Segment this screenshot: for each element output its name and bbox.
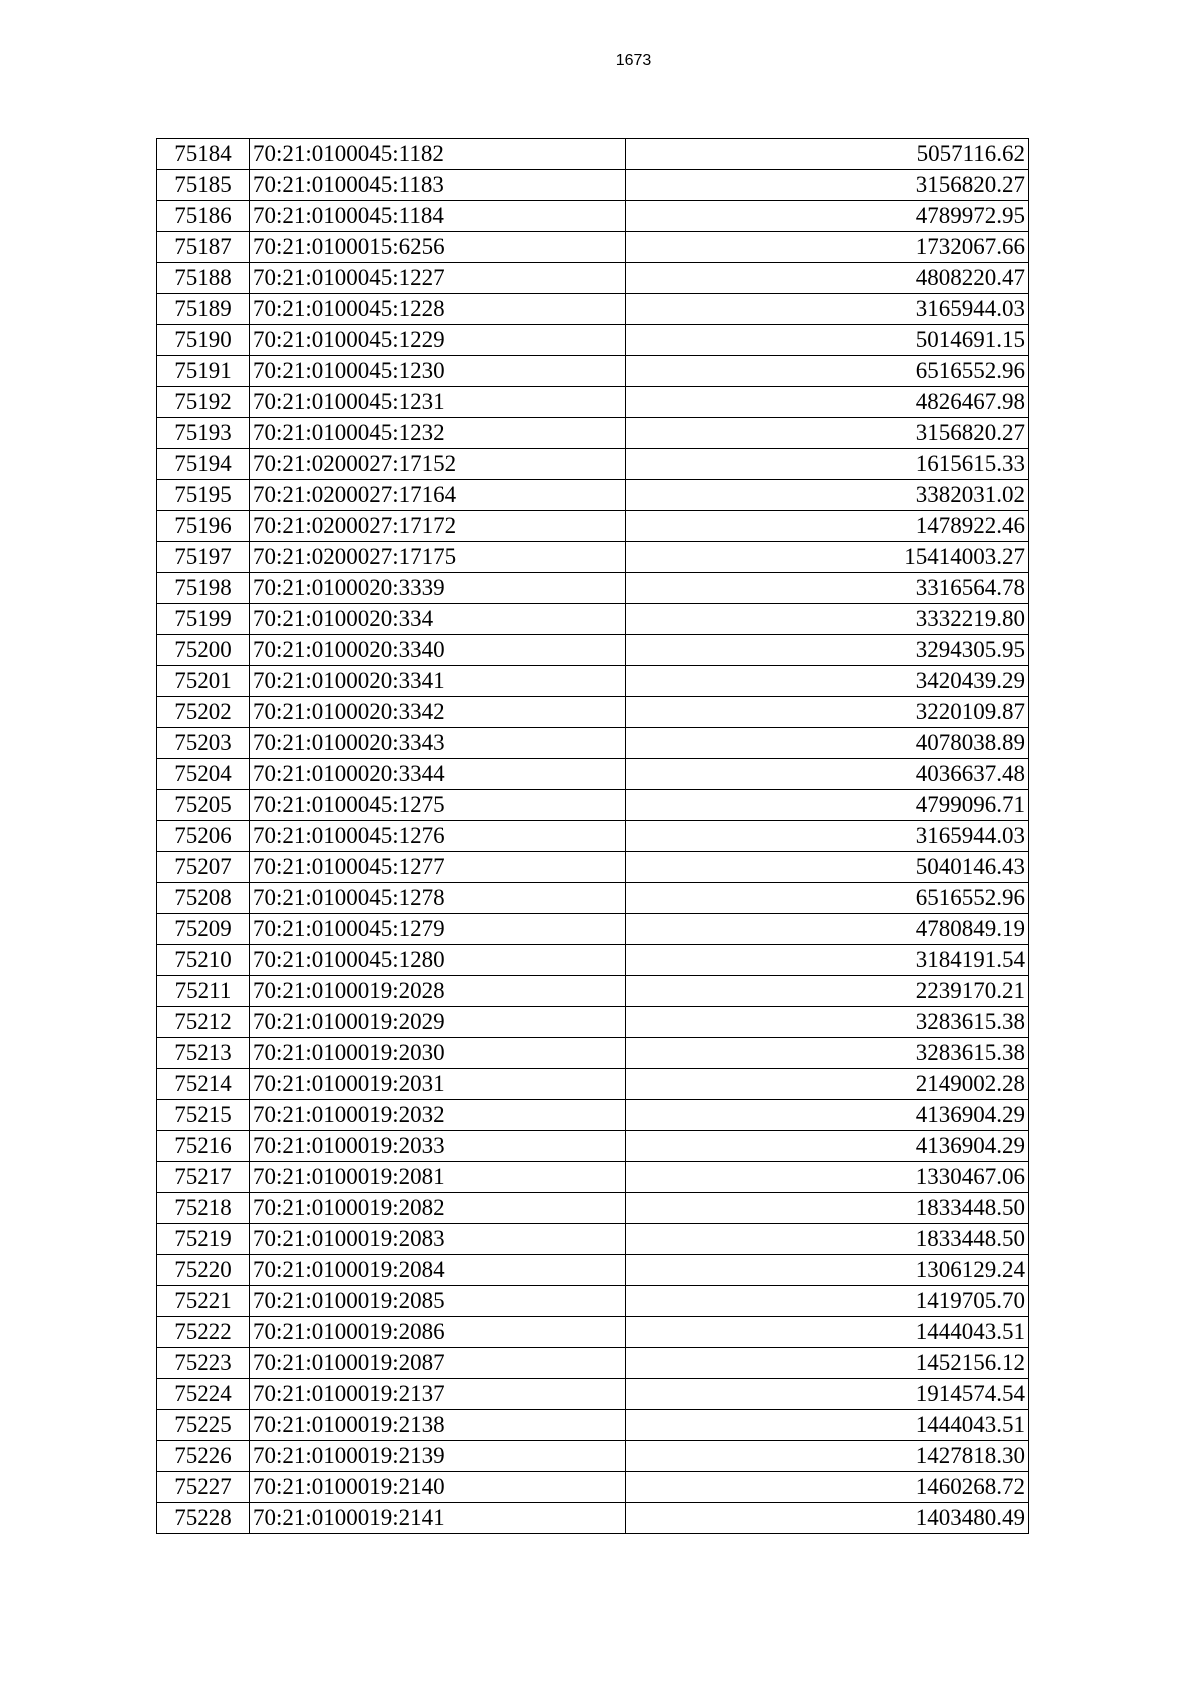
table-row [157,294,1029,325]
cadastral-value-cell: 3220109.87 [626,697,1029,728]
cadastral-value-cell: 3156820.27 [626,170,1029,201]
table-row [157,976,1029,1007]
row-number-cell: 75197 [157,542,250,573]
table-row [157,542,1029,573]
cadastral-number-cell: 70:21:0200027:17152 [250,449,626,480]
table-row [157,1286,1029,1317]
table-row [157,759,1029,790]
row-number-cell: 75224 [157,1379,250,1410]
table-row [157,666,1029,697]
cadastral-number-cell: 70:21:0100020:3340 [250,635,626,666]
cadastral-value-cell: 4808220.47 [626,263,1029,294]
table-row [157,1069,1029,1100]
cadastral-number-cell: 70:21:0100019:2031 [250,1069,626,1100]
table-row [157,1007,1029,1038]
cadastral-number-cell: 70:21:0100019:2083 [250,1224,626,1255]
cadastral-value-cell: 4799096.71 [626,790,1029,821]
row-number-cell: 75195 [157,480,250,511]
table-row [157,1038,1029,1069]
cadastral-number-cell: 70:21:0100019:2033 [250,1131,626,1162]
cadastral-number-cell: 70:21:0100045:1229 [250,325,626,356]
row-number-cell: 75212 [157,1007,250,1038]
cadastral-number-cell: 70:21:0100019:2084 [250,1255,626,1286]
cadastral-value-cell: 4136904.29 [626,1131,1029,1162]
cadastral-number-cell: 70:21:0100019:2081 [250,1162,626,1193]
cadastral-value-cell: 1833448.50 [626,1224,1029,1255]
row-number-cell: 75216 [157,1131,250,1162]
cadastral-value-cell: 3156820.27 [626,418,1029,449]
cadastral-number-cell: 70:21:0100020:3341 [250,666,626,697]
table-row [157,604,1029,635]
cadastral-number-cell: 70:21:0100020:3344 [250,759,626,790]
cadastral-value-cell: 3316564.78 [626,573,1029,604]
cadastral-value-cell: 15414003.27 [626,542,1029,573]
row-number-cell: 75214 [157,1069,250,1100]
row-number-cell: 75223 [157,1348,250,1379]
row-number-cell: 75196 [157,511,250,542]
table-row [157,1379,1029,1410]
table-row [157,1255,1029,1286]
cadastral-value-cell: 3165944.03 [626,821,1029,852]
cadastral-value-cell: 4036637.48 [626,759,1029,790]
cadastral-number-cell: 70:21:0100019:2085 [250,1286,626,1317]
cadastral-number-cell: 70:21:0100045:1184 [250,201,626,232]
row-number-cell: 75225 [157,1410,250,1441]
cadastral-number-cell: 70:21:0100019:2138 [250,1410,626,1441]
cadastral-number-cell: 70:21:0200027:17175 [250,542,626,573]
row-number-cell: 75205 [157,790,250,821]
cadastral-number-cell: 70:21:0100045:1227 [250,263,626,294]
cadastral-number-cell: 70:21:0100019:2137 [250,1379,626,1410]
cadastral-value-cell: 4078038.89 [626,728,1029,759]
cadastral-value-cell: 1427818.30 [626,1441,1029,1472]
table-row [157,1162,1029,1193]
cadastral-number-cell: 70:21:0100019:2140 [250,1472,626,1503]
table-row [157,1193,1029,1224]
cadastral-number-cell: 70:21:0100045:1275 [250,790,626,821]
cadastral-value-cell: 1306129.24 [626,1255,1029,1286]
cadastral-value-cell: 1419705.70 [626,1286,1029,1317]
row-number-cell: 75191 [157,356,250,387]
table-row [157,263,1029,294]
table-row [157,170,1029,201]
table-row [157,1348,1029,1379]
cadastral-number-cell: 70:21:0100020:3343 [250,728,626,759]
cadastral-value-cell: 1833448.50 [626,1193,1029,1224]
cadastral-value-table [156,138,1029,1534]
table-row [157,480,1029,511]
cadastral-number-cell: 70:21:0100019:2030 [250,1038,626,1069]
cadastral-number-cell: 70:21:0100020:334 [250,604,626,635]
table-row [157,883,1029,914]
cadastral-value-cell: 3332219.80 [626,604,1029,635]
cadastral-value-cell: 3165944.03 [626,294,1029,325]
cadastral-number-cell: 70:21:0100045:1183 [250,170,626,201]
row-number-cell: 75198 [157,573,250,604]
cadastral-value-cell: 1403480.49 [626,1503,1029,1534]
cadastral-value-cell: 1460268.72 [626,1472,1029,1503]
cadastral-value-cell: 4826467.98 [626,387,1029,418]
cadastral-number-cell: 70:21:0100045:1280 [250,945,626,976]
table-row [157,1317,1029,1348]
cadastral-number-cell: 70:21:0100045:1276 [250,821,626,852]
table-row [157,1100,1029,1131]
row-number-cell: 75217 [157,1162,250,1193]
cadastral-number-cell: 70:21:0100045:1232 [250,418,626,449]
table-row [157,852,1029,883]
row-number-cell: 75188 [157,263,250,294]
cadastral-value-cell: 1732067.66 [626,232,1029,263]
row-number-cell: 75207 [157,852,250,883]
table-row [157,232,1029,263]
row-number-cell: 75193 [157,418,250,449]
cadastral-number-cell: 70:21:0100019:2029 [250,1007,626,1038]
row-number-cell: 75189 [157,294,250,325]
cadastral-value-cell: 6516552.96 [626,356,1029,387]
row-number-cell: 75184 [157,139,250,170]
table-row [157,418,1029,449]
cadastral-number-cell: 70:21:0100019:2028 [250,976,626,1007]
table-row [157,1503,1029,1534]
cadastral-value-cell: 3294305.95 [626,635,1029,666]
row-number-cell: 75228 [157,1503,250,1534]
cadastral-value-cell: 5014691.15 [626,325,1029,356]
row-number-cell: 75219 [157,1224,250,1255]
cadastral-value-cell: 5057116.62 [626,139,1029,170]
cadastral-value-cell: 1478922.46 [626,511,1029,542]
table-row [157,356,1029,387]
row-number-cell: 75200 [157,635,250,666]
row-number-cell: 75203 [157,728,250,759]
cadastral-number-cell: 70:21:0100019:2032 [250,1100,626,1131]
cadastral-number-cell: 70:21:0100020:3339 [250,573,626,604]
table-row [157,635,1029,666]
cadastral-number-cell: 70:21:0100015:6256 [250,232,626,263]
row-number-cell: 75202 [157,697,250,728]
cadastral-value-cell: 4780849.19 [626,914,1029,945]
cadastral-number-cell: 70:21:0200027:17164 [250,480,626,511]
row-number-cell: 75204 [157,759,250,790]
table-row [157,821,1029,852]
row-number-cell: 75227 [157,1472,250,1503]
cadastral-value-cell: 1444043.51 [626,1410,1029,1441]
cadastral-number-cell: 70:21:0200027:17172 [250,511,626,542]
table-row [157,1472,1029,1503]
row-number-cell: 75220 [157,1255,250,1286]
row-number-cell: 75215 [157,1100,250,1131]
row-number-cell: 75211 [157,976,250,1007]
row-number-cell: 75218 [157,1193,250,1224]
row-number-cell: 75187 [157,232,250,263]
cadastral-value-cell: 3420439.29 [626,666,1029,697]
table-row [157,325,1029,356]
row-number-cell: 75208 [157,883,250,914]
table-row [157,511,1029,542]
table-row [157,697,1029,728]
table-body [157,139,1029,1534]
row-number-cell: 75185 [157,170,250,201]
row-number-cell: 75192 [157,387,250,418]
cadastral-value-cell: 1444043.51 [626,1317,1029,1348]
table-row [157,449,1029,480]
cadastral-number-cell: 70:21:0100045:1277 [250,852,626,883]
cadastral-value-cell: 3184191.54 [626,945,1029,976]
row-number-cell: 75199 [157,604,250,635]
row-number-cell: 75221 [157,1286,250,1317]
row-number-cell: 75210 [157,945,250,976]
table-row [157,573,1029,604]
cadastral-number-cell: 70:21:0100019:2087 [250,1348,626,1379]
cadastral-value-cell: 1452156.12 [626,1348,1029,1379]
cadastral-value-cell: 4136904.29 [626,1100,1029,1131]
table-row [157,1441,1029,1472]
cadastral-number-cell: 70:21:0100019:2139 [250,1441,626,1472]
cadastral-value-cell: 2239170.21 [626,976,1029,1007]
row-number-cell: 75206 [157,821,250,852]
table-row [157,139,1029,170]
cadastral-value-cell: 3283615.38 [626,1038,1029,1069]
row-number-cell: 75226 [157,1441,250,1472]
cadastral-number-cell: 70:21:0100019:2141 [250,1503,626,1534]
cadastral-value-cell: 6516552.96 [626,883,1029,914]
table-row [157,914,1029,945]
cadastral-number-cell: 70:21:0100045:1231 [250,387,626,418]
table-row [157,201,1029,232]
row-number-cell: 75213 [157,1038,250,1069]
cadastral-value-cell: 1330467.06 [626,1162,1029,1193]
page-number: 1673 [615,52,652,69]
cadastral-value-cell: 1914574.54 [626,1379,1029,1410]
row-number-cell: 75186 [157,201,250,232]
cadastral-number-cell: 70:21:0100020:3342 [250,697,626,728]
table-row [157,728,1029,759]
row-number-cell: 75222 [157,1317,250,1348]
table-row [157,1224,1029,1255]
cadastral-number-cell: 70:21:0100019:2086 [250,1317,626,1348]
cadastral-value-cell: 3382031.02 [626,480,1029,511]
table-row [157,1410,1029,1441]
cadastral-value-cell: 1615615.33 [626,449,1029,480]
cadastral-value-cell: 2149002.28 [626,1069,1029,1100]
row-number-cell: 75194 [157,449,250,480]
cadastral-number-cell: 70:21:0100045:1228 [250,294,626,325]
table-row [157,790,1029,821]
cadastral-value-cell: 5040146.43 [626,852,1029,883]
cadastral-value-cell: 3283615.38 [626,1007,1029,1038]
cadastral-number-cell: 70:21:0100045:1230 [250,356,626,387]
cadastral-number-cell: 70:21:0100045:1182 [250,139,626,170]
table-row [157,1131,1029,1162]
cadastral-number-cell: 70:21:0100019:2082 [250,1193,626,1224]
table-row [157,387,1029,418]
cadastral-number-cell: 70:21:0100045:1279 [250,914,626,945]
cadastral-number-cell: 70:21:0100045:1278 [250,883,626,914]
row-number-cell: 75209 [157,914,250,945]
cadastral-value-cell: 4789972.95 [626,201,1029,232]
row-number-cell: 75201 [157,666,250,697]
table-row [157,945,1029,976]
row-number-cell: 75190 [157,325,250,356]
